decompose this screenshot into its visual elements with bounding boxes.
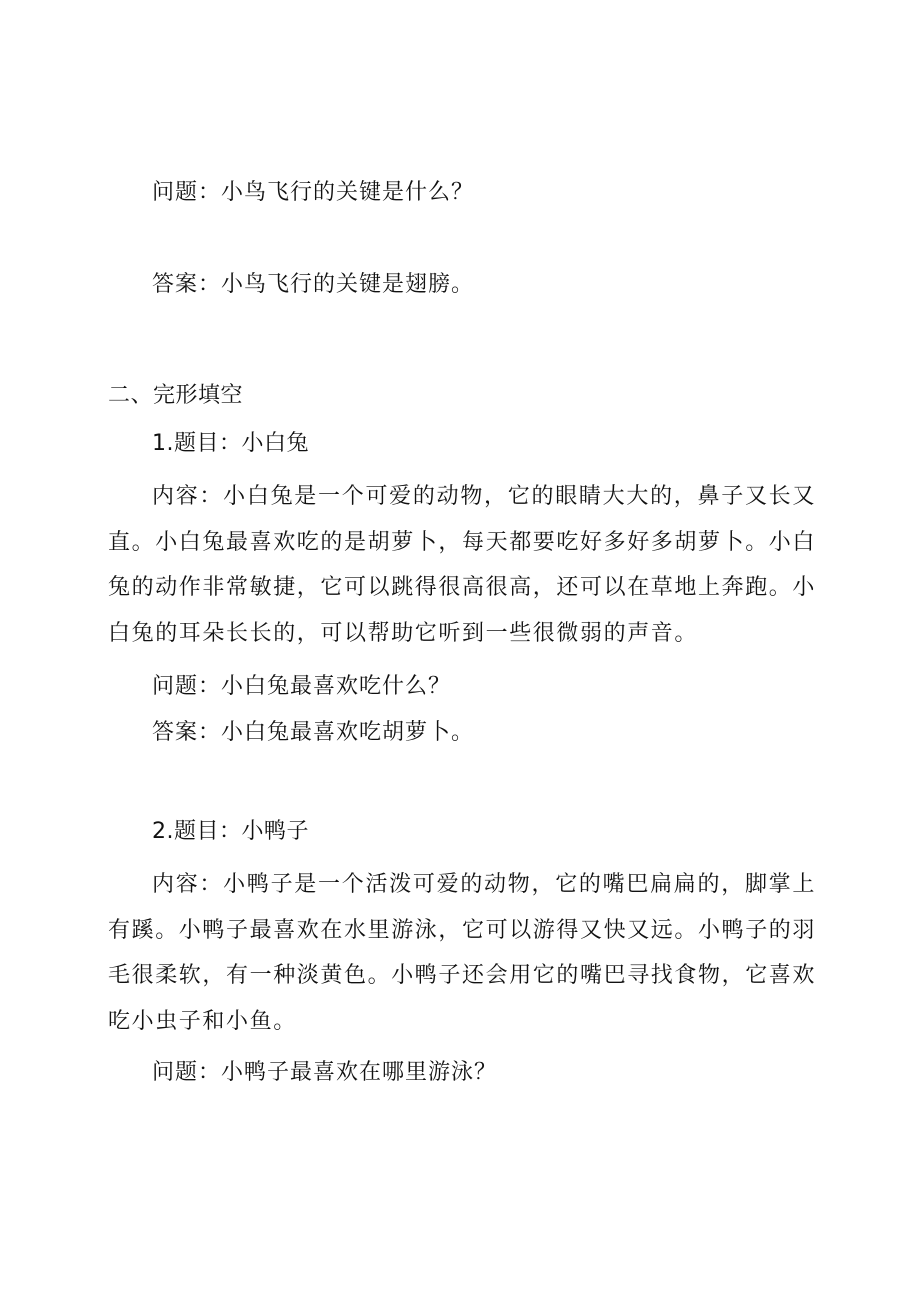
item-1-answer: 答案：小白兔最喜欢吃胡萝卜。 — [152, 720, 475, 745]
question-bird: 问题：小鸟飞行的关键是什么？ — [152, 180, 475, 205]
item-2-question: 问题：小鸭子最喜欢在哪里游泳？ — [152, 1060, 498, 1085]
item-1-question: 问题：小白兔最喜欢吃什么？ — [152, 674, 452, 699]
item-2-content: 内容：小鸭子是一个活泼可爱的动物，它的嘴巴扁扁的，脚掌上有蹊。小鸭子最喜欢在水里游泳，它可以游得又快又远。小鸭子的羽毛很柔软，有一种淡黄色。小鸭子还会用它的嘴巴寻找食物，它喜欢吃小虫子和小鱼。 — [108, 872, 817, 1034]
item-1-title: 1.题目：小白兔 — [152, 431, 309, 456]
answer-bird: 答案：小鸟飞行的关键是翅膀。 — [152, 272, 475, 297]
section-title: 二、完形填空 — [108, 383, 244, 408]
item-2-title: 2.题目：小鸭子 — [152, 819, 309, 844]
item-1-content: 内容：小白兔是一个可爱的动物，它的眼睛大大的，鼻子又长又直。小白兔最喜欢吃的是胡萝卜，每天都要吃好多好多胡萝卜。小白兔的动作非常敏捷，它可以跳得很高很高，还可以在草地上奔跑。小白兔的耳朵长长的，可以帮助它听到一些很微弱的声音。 — [108, 484, 817, 646]
